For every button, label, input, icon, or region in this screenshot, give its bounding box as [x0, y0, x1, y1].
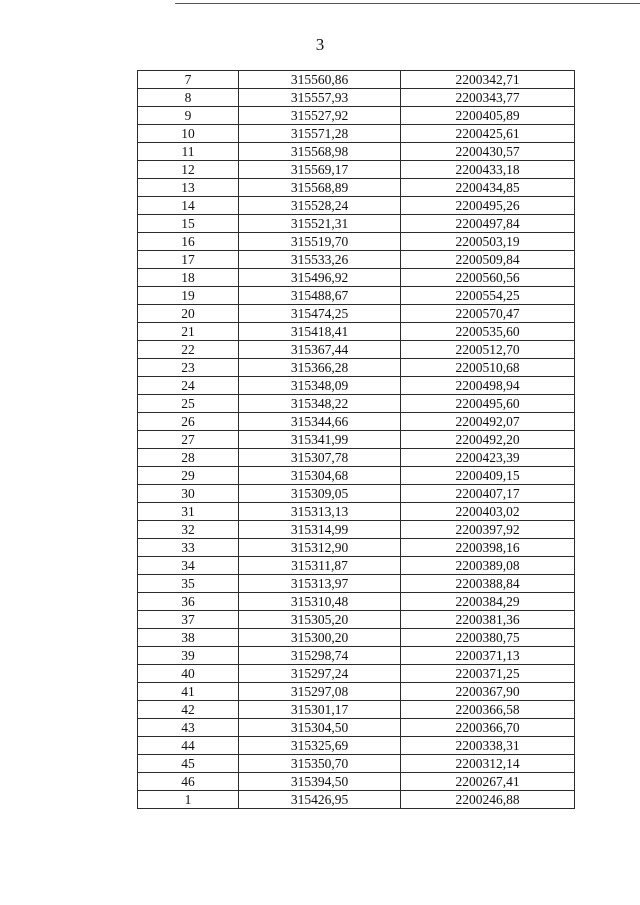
- point-number-cell: 38: [138, 629, 239, 647]
- y-coordinate-cell: 2200409,15: [401, 467, 575, 485]
- table-row: [138, 557, 575, 575]
- x-coordinate-cell: 315313,13: [239, 503, 401, 521]
- table-row: [138, 179, 575, 197]
- point-number-cell: 40: [138, 665, 239, 683]
- point-number-cell: 27: [138, 431, 239, 449]
- point-number-cell: 36: [138, 593, 239, 611]
- table-row: [138, 665, 575, 683]
- point-number-cell: 32: [138, 521, 239, 539]
- table-row: [138, 323, 575, 341]
- table-row: [138, 305, 575, 323]
- x-coordinate-cell: 315341,99: [239, 431, 401, 449]
- point-number-cell: 13: [138, 179, 239, 197]
- x-coordinate-cell: 315307,78: [239, 449, 401, 467]
- y-coordinate-cell: 2200430,57: [401, 143, 575, 161]
- table-row: [138, 773, 575, 791]
- point-number-cell: 22: [138, 341, 239, 359]
- x-coordinate-cell: 315312,90: [239, 539, 401, 557]
- y-coordinate-cell: 2200388,84: [401, 575, 575, 593]
- point-number-cell: 16: [138, 233, 239, 251]
- table-row: [138, 125, 575, 143]
- table-row: [138, 413, 575, 431]
- y-coordinate-cell: 2200397,92: [401, 521, 575, 539]
- x-coordinate-cell: 315314,99: [239, 521, 401, 539]
- y-coordinate-cell: 2200425,61: [401, 125, 575, 143]
- x-coordinate-cell: 315366,28: [239, 359, 401, 377]
- point-number-cell: 11: [138, 143, 239, 161]
- y-coordinate-cell: 2200267,41: [401, 773, 575, 791]
- y-coordinate-cell: 2200338,31: [401, 737, 575, 755]
- table-row: [138, 161, 575, 179]
- table-row: [138, 701, 575, 719]
- x-coordinate-cell: 315304,50: [239, 719, 401, 737]
- x-coordinate-cell: 315348,09: [239, 377, 401, 395]
- x-coordinate-cell: 315569,17: [239, 161, 401, 179]
- coordinates-table: [137, 70, 575, 809]
- table-row: [138, 215, 575, 233]
- y-coordinate-cell: 2200389,08: [401, 557, 575, 575]
- x-coordinate-cell: 315521,31: [239, 215, 401, 233]
- x-coordinate-cell: 315527,92: [239, 107, 401, 125]
- table-row: [138, 503, 575, 521]
- y-coordinate-cell: 2200512,70: [401, 341, 575, 359]
- y-coordinate-cell: 2200492,07: [401, 413, 575, 431]
- y-coordinate-cell: 2200495,26: [401, 197, 575, 215]
- point-number-cell: 19: [138, 287, 239, 305]
- y-coordinate-cell: 2200312,14: [401, 755, 575, 773]
- table-row: [138, 341, 575, 359]
- point-number-cell: 1: [138, 791, 239, 809]
- table-row: [138, 89, 575, 107]
- point-number-cell: 45: [138, 755, 239, 773]
- point-number-cell: 24: [138, 377, 239, 395]
- point-number-cell: 25: [138, 395, 239, 413]
- y-coordinate-cell: 2200423,39: [401, 449, 575, 467]
- point-number-cell: 8: [138, 89, 239, 107]
- x-coordinate-cell: 315298,74: [239, 647, 401, 665]
- x-coordinate-cell: 315533,26: [239, 251, 401, 269]
- x-coordinate-cell: 315394,50: [239, 773, 401, 791]
- x-coordinate-cell: 315571,28: [239, 125, 401, 143]
- table-row: [138, 755, 575, 773]
- y-coordinate-cell: 2200498,94: [401, 377, 575, 395]
- x-coordinate-cell: 315297,24: [239, 665, 401, 683]
- point-number-cell: 17: [138, 251, 239, 269]
- x-coordinate-cell: 315350,70: [239, 755, 401, 773]
- y-coordinate-cell: 2200371,13: [401, 647, 575, 665]
- y-coordinate-cell: 2200246,88: [401, 791, 575, 809]
- x-coordinate-cell: 315488,67: [239, 287, 401, 305]
- y-coordinate-cell: 2200570,47: [401, 305, 575, 323]
- point-number-cell: 34: [138, 557, 239, 575]
- x-coordinate-cell: 315300,20: [239, 629, 401, 647]
- y-coordinate-cell: 2200509,84: [401, 251, 575, 269]
- x-coordinate-cell: 315519,70: [239, 233, 401, 251]
- x-coordinate-cell: 315301,17: [239, 701, 401, 719]
- y-coordinate-cell: 2200381,36: [401, 611, 575, 629]
- x-coordinate-cell: 315474,25: [239, 305, 401, 323]
- y-coordinate-cell: 2200405,89: [401, 107, 575, 125]
- table-row: [138, 107, 575, 125]
- y-coordinate-cell: 2200492,20: [401, 431, 575, 449]
- y-coordinate-cell: 2200434,85: [401, 179, 575, 197]
- x-coordinate-cell: 315305,20: [239, 611, 401, 629]
- point-number-cell: 39: [138, 647, 239, 665]
- x-coordinate-cell: 315313,97: [239, 575, 401, 593]
- page-number: 3: [315, 35, 325, 54]
- table-row: [138, 539, 575, 557]
- table-row: [138, 359, 575, 377]
- table-row: [138, 521, 575, 539]
- x-coordinate-cell: 315311,87: [239, 557, 401, 575]
- y-coordinate-cell: 2200371,25: [401, 665, 575, 683]
- y-coordinate-cell: 2200554,25: [401, 287, 575, 305]
- table-row: [138, 197, 575, 215]
- x-coordinate-cell: 315426,95: [239, 791, 401, 809]
- point-number-cell: 10: [138, 125, 239, 143]
- y-coordinate-cell: 2200384,29: [401, 593, 575, 611]
- x-coordinate-cell: 315568,98: [239, 143, 401, 161]
- table-row: [138, 395, 575, 413]
- table-row: [138, 593, 575, 611]
- x-coordinate-cell: 315568,89: [239, 179, 401, 197]
- y-coordinate-cell: 2200380,75: [401, 629, 575, 647]
- y-coordinate-cell: 2200497,84: [401, 215, 575, 233]
- table-row: [138, 575, 575, 593]
- y-coordinate-cell: 2200510,68: [401, 359, 575, 377]
- table-row: [138, 737, 575, 755]
- y-coordinate-cell: 2200342,71: [401, 71, 575, 89]
- table-row: [138, 71, 575, 89]
- point-number-cell: 28: [138, 449, 239, 467]
- point-number-cell: 46: [138, 773, 239, 791]
- y-coordinate-cell: 2200343,77: [401, 89, 575, 107]
- y-coordinate-cell: 2200560,56: [401, 269, 575, 287]
- table-row: [138, 683, 575, 701]
- table-row: [138, 449, 575, 467]
- x-coordinate-cell: 315297,08: [239, 683, 401, 701]
- point-number-cell: 26: [138, 413, 239, 431]
- y-coordinate-cell: 2200398,16: [401, 539, 575, 557]
- x-coordinate-cell: 315344,66: [239, 413, 401, 431]
- x-coordinate-cell: 315560,86: [239, 71, 401, 89]
- table-row: [138, 467, 575, 485]
- point-number-cell: 29: [138, 467, 239, 485]
- x-coordinate-cell: 315367,44: [239, 341, 401, 359]
- x-coordinate-cell: 315309,05: [239, 485, 401, 503]
- table-row: [138, 719, 575, 737]
- point-number-cell: 14: [138, 197, 239, 215]
- y-coordinate-cell: 2200407,17: [401, 485, 575, 503]
- point-number-cell: 43: [138, 719, 239, 737]
- x-coordinate-cell: 315557,93: [239, 89, 401, 107]
- point-number-cell: 23: [138, 359, 239, 377]
- y-coordinate-cell: 2200403,02: [401, 503, 575, 521]
- table-row: [138, 629, 575, 647]
- table-row: [138, 233, 575, 251]
- table-row: [138, 377, 575, 395]
- x-coordinate-cell: 315310,48: [239, 593, 401, 611]
- point-number-cell: 15: [138, 215, 239, 233]
- point-number-cell: 37: [138, 611, 239, 629]
- point-number-cell: 9: [138, 107, 239, 125]
- table-row: [138, 791, 575, 809]
- table-row: [138, 287, 575, 305]
- y-coordinate-cell: 2200367,90: [401, 683, 575, 701]
- x-coordinate-cell: 315528,24: [239, 197, 401, 215]
- point-number-cell: 44: [138, 737, 239, 755]
- y-coordinate-cell: 2200495,60: [401, 395, 575, 413]
- table-row: [138, 251, 575, 269]
- y-coordinate-cell: 2200503,19: [401, 233, 575, 251]
- y-coordinate-cell: 2200366,70: [401, 719, 575, 737]
- point-number-cell: 42: [138, 701, 239, 719]
- y-coordinate-cell: 2200535,60: [401, 323, 575, 341]
- y-coordinate-cell: 2200366,58: [401, 701, 575, 719]
- table-row: [138, 647, 575, 665]
- x-coordinate-cell: 315325,69: [239, 737, 401, 755]
- point-number-cell: 7: [138, 71, 239, 89]
- point-number-cell: 30: [138, 485, 239, 503]
- x-coordinate-cell: 315496,92: [239, 269, 401, 287]
- point-number-cell: 18: [138, 269, 239, 287]
- point-number-cell: 21: [138, 323, 239, 341]
- point-number-cell: 20: [138, 305, 239, 323]
- point-number-cell: 35: [138, 575, 239, 593]
- point-number-cell: 12: [138, 161, 239, 179]
- top-edge-rule: [175, 3, 640, 4]
- table-row: [138, 269, 575, 287]
- y-coordinate-cell: 2200433,18: [401, 161, 575, 179]
- table-row: [138, 431, 575, 449]
- table-row: [138, 485, 575, 503]
- table-row: [138, 143, 575, 161]
- x-coordinate-cell: 315348,22: [239, 395, 401, 413]
- coordinates-table-body: [138, 71, 575, 809]
- x-coordinate-cell: 315304,68: [239, 467, 401, 485]
- table-row: [138, 611, 575, 629]
- point-number-cell: 41: [138, 683, 239, 701]
- x-coordinate-cell: 315418,41: [239, 323, 401, 341]
- point-number-cell: 33: [138, 539, 239, 557]
- point-number-cell: 31: [138, 503, 239, 521]
